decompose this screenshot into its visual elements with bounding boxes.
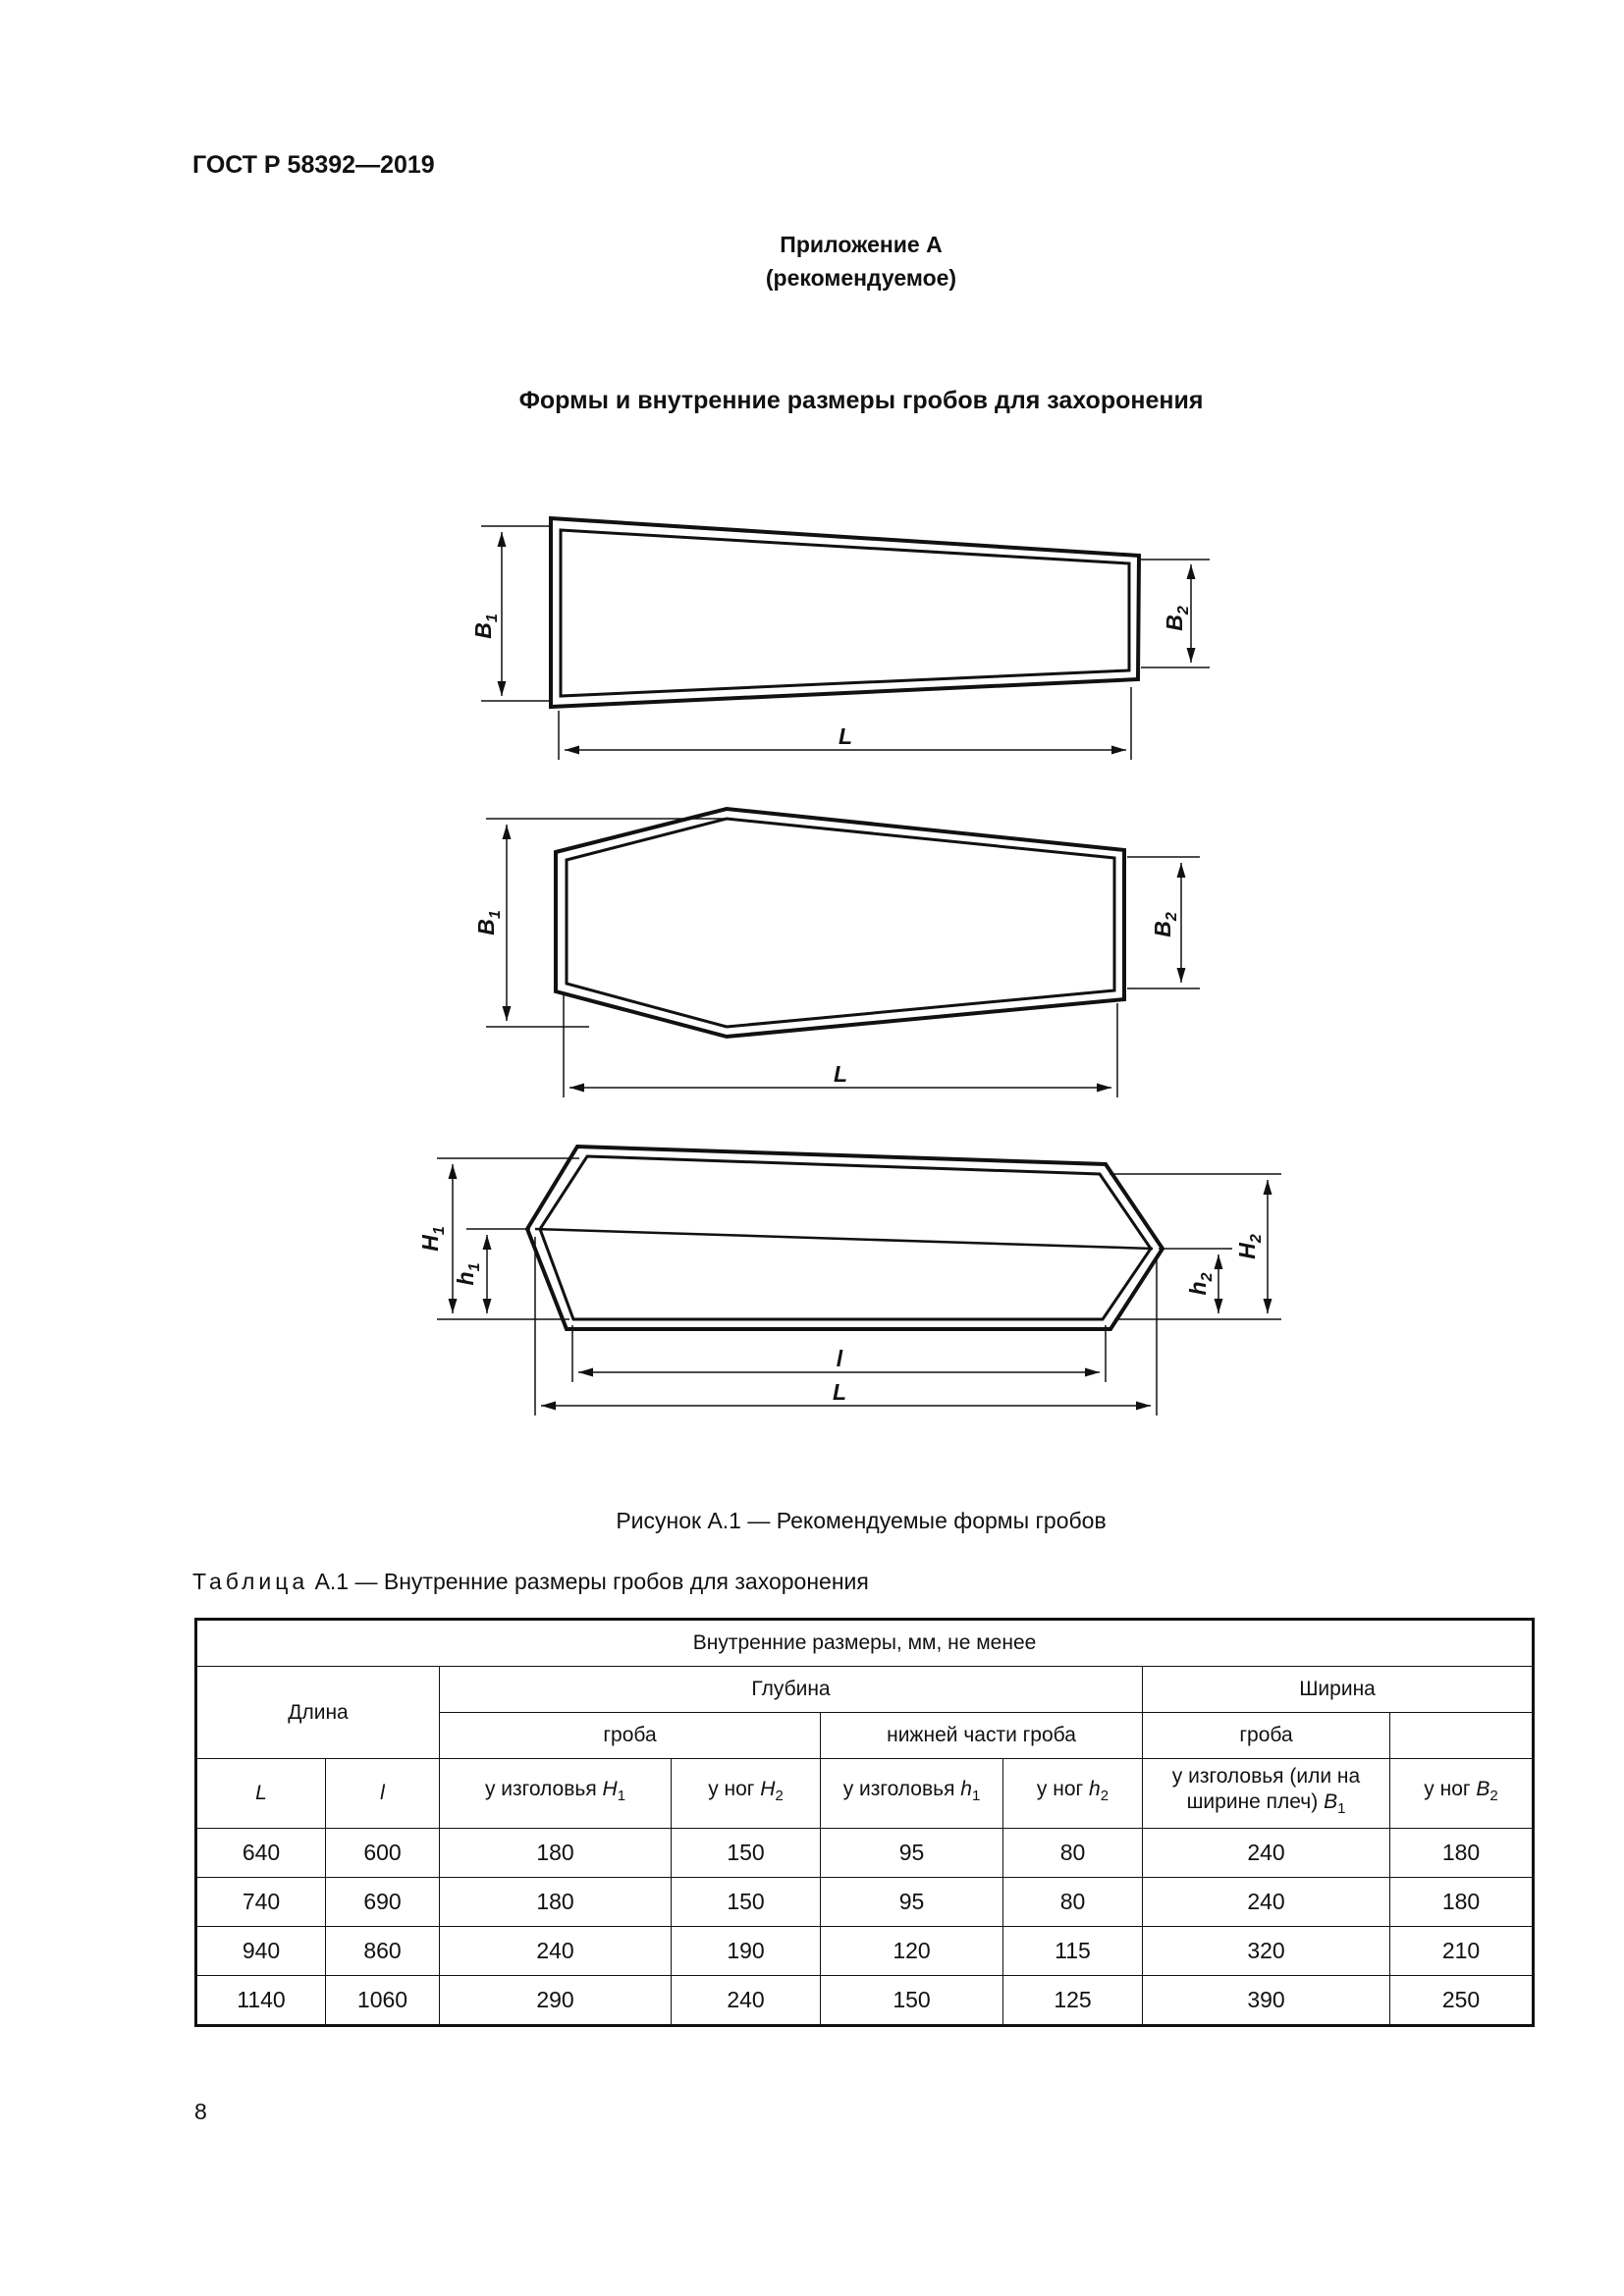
label-h1-main: h xyxy=(453,1271,478,1286)
label-L-hex: L xyxy=(833,1061,848,1087)
label-B1-hex-main: B xyxy=(473,919,499,935)
head-h1-sub: 1 xyxy=(971,1788,981,1805)
head-L xyxy=(196,1759,326,1829)
head-B1-text: у изголовья (или на ширине плеч) xyxy=(1171,1765,1361,1814)
cell-l: 690 xyxy=(326,1878,440,1927)
label-B2-main: B xyxy=(1162,614,1187,631)
appendix-status: (рекомендуемое) xyxy=(765,265,957,291)
head-H1-sub: 1 xyxy=(617,1788,626,1805)
cell-B1: 320 xyxy=(1143,1927,1390,1976)
cell-h1: 95 xyxy=(821,1829,1003,1878)
cell-B2: 180 xyxy=(1390,1829,1534,1878)
cell-B2: 250 xyxy=(1390,1976,1534,2026)
col-length: Длина xyxy=(196,1667,440,1759)
head-B2-symbol: B xyxy=(1476,1778,1490,1801)
cell-H2: 150 xyxy=(672,1878,821,1927)
cell-L: 740 xyxy=(196,1878,326,1927)
cell-B2: 180 xyxy=(1390,1878,1534,1927)
head-h2-sub: 2 xyxy=(1100,1788,1110,1805)
head-h1-text: у изголовья xyxy=(842,1778,961,1801)
cell-h1: 120 xyxy=(821,1927,1003,1976)
label-h2-main: h xyxy=(1185,1281,1211,1296)
label-B2-hex-sub: 2 xyxy=(1164,912,1180,922)
label-H2-sub: 2 xyxy=(1248,1234,1265,1244)
head-B2-sub: 2 xyxy=(1489,1788,1498,1805)
head-l xyxy=(326,1759,440,1829)
head-H2 xyxy=(672,1759,821,1829)
label-B1-hex-sub: 1 xyxy=(487,910,504,920)
cell-H1: 290 xyxy=(440,1976,672,2026)
cell-H2: 190 xyxy=(672,1927,821,1976)
table-row xyxy=(196,1829,1534,1878)
cell-L: 940 xyxy=(196,1927,326,1976)
standard-code: ГОСТ Р 58392—2019 xyxy=(192,151,435,179)
col-width: Ширина xyxy=(1143,1667,1534,1713)
head-H1-text: у изголовья xyxy=(484,1778,603,1801)
table-caption-prefix: Таблица xyxy=(192,1569,309,1594)
head-B2 xyxy=(1390,1759,1534,1829)
cell-B2: 210 xyxy=(1390,1927,1534,1976)
label-H2 xyxy=(1234,1234,1265,1259)
coffin-shape-hexagonal xyxy=(486,809,1200,1097)
sub-coffin: гроба xyxy=(440,1713,821,1759)
cell-h2: 125 xyxy=(1003,1976,1143,2026)
cell-L: 1140 xyxy=(196,1976,326,2026)
label-B1-main: B xyxy=(470,622,496,639)
label-B2-sub: 2 xyxy=(1175,606,1192,615)
head-h1 xyxy=(821,1759,1003,1829)
head-L-symbol: L xyxy=(255,1782,267,1804)
cell-l: 1060 xyxy=(326,1976,440,2026)
label-l-inner: l xyxy=(836,1346,843,1371)
sub-width-empty xyxy=(1390,1713,1534,1759)
cell-h2: 80 xyxy=(1003,1878,1143,1927)
cell-B1: 240 xyxy=(1143,1878,1390,1927)
cell-B1: 390 xyxy=(1143,1976,1390,2026)
page-title: Формы и внутренние размеры гробов для захоронения xyxy=(518,387,1204,414)
sub-width-coffin: гроба xyxy=(1143,1713,1390,1759)
label-H1-main: H xyxy=(417,1235,443,1252)
label-B1-hex xyxy=(473,910,504,935)
head-H2-sub: 2 xyxy=(775,1788,784,1805)
label-h1-sub: 1 xyxy=(466,1262,483,1272)
label-h2-sub: 2 xyxy=(1199,1272,1216,1282)
table-row xyxy=(196,1976,1534,2026)
cell-B1: 240 xyxy=(1143,1829,1390,1878)
cell-h2: 80 xyxy=(1003,1829,1143,1878)
dimensions-table xyxy=(194,1618,1535,2027)
head-B1-symbol: B xyxy=(1324,1790,1338,1814)
head-l-symbol: l xyxy=(380,1782,385,1804)
label-H2-main: H xyxy=(1234,1243,1260,1259)
cell-H1: 240 xyxy=(440,1927,672,1976)
figure-caption: Рисунок А.1 — Рекомендуемые формы гробов xyxy=(616,1508,1107,1533)
appendix-label: Приложение А xyxy=(780,232,943,257)
head-B1-sub: 1 xyxy=(1337,1800,1346,1818)
table-row xyxy=(196,1878,1534,1927)
cell-l: 600 xyxy=(326,1829,440,1878)
page-number: 8 xyxy=(194,2099,207,2124)
head-H1-symbol: H xyxy=(602,1778,618,1801)
label-H1 xyxy=(417,1226,448,1252)
head-h1-symbol: h xyxy=(960,1778,972,1801)
cell-l: 860 xyxy=(326,1927,440,1976)
label-H1-sub: 1 xyxy=(431,1226,448,1236)
table-caption-text: А.1 — Внутренние размеры гробов для захоронения xyxy=(308,1569,869,1594)
head-h2-text: у ног xyxy=(1036,1778,1090,1801)
head-h2 xyxy=(1003,1759,1143,1829)
head-h2-symbol: h xyxy=(1089,1778,1101,1801)
head-H2-text: у ног xyxy=(708,1778,761,1801)
label-L-outer: L xyxy=(832,1379,847,1405)
label-B1-sub: 1 xyxy=(484,614,501,623)
cell-h1: 95 xyxy=(821,1878,1003,1927)
col-depth: Глубина xyxy=(440,1667,1143,1713)
cell-H2: 240 xyxy=(672,1976,821,2026)
head-B1 xyxy=(1143,1759,1390,1829)
sub-lower-part: нижней части гроба xyxy=(821,1713,1143,1759)
label-h2 xyxy=(1185,1272,1216,1295)
head-H1 xyxy=(440,1759,672,1829)
label-B2 xyxy=(1162,606,1192,631)
cell-H1: 180 xyxy=(440,1878,672,1927)
label-B2-hex xyxy=(1150,912,1180,937)
cell-H2: 150 xyxy=(672,1829,821,1878)
cell-L: 640 xyxy=(196,1829,326,1878)
cell-h2: 115 xyxy=(1003,1927,1143,1976)
label-B1 xyxy=(470,614,501,639)
label-h1 xyxy=(453,1262,483,1285)
table-caption xyxy=(192,1569,869,1595)
coffin-shape-side-view xyxy=(437,1147,1281,1415)
head-H2-symbol: H xyxy=(760,1778,776,1801)
head-B2-text: у ног xyxy=(1424,1778,1477,1801)
cell-H1: 180 xyxy=(440,1829,672,1878)
label-L: L xyxy=(838,723,853,749)
label-B2-hex-main: B xyxy=(1150,921,1175,937)
table-row xyxy=(196,1927,1534,1976)
table-header-top: Внутренние размеры, мм, не менее xyxy=(196,1620,1534,1667)
cell-h1: 150 xyxy=(821,1976,1003,2026)
